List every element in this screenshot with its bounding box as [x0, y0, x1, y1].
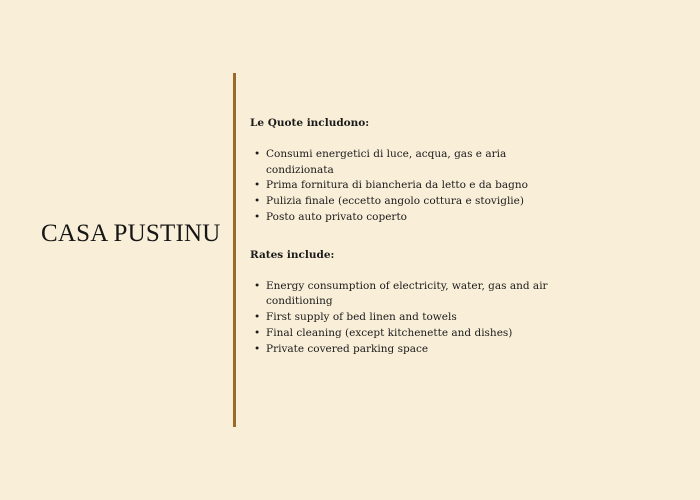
list-item	[250, 310, 570, 326]
bullet-icon: •	[254, 147, 261, 160]
bullet-icon: •	[254, 195, 261, 208]
page-title: CASA PUSTINU	[41, 220, 221, 247]
bullet-icon: •	[254, 326, 261, 339]
list-item	[250, 342, 570, 358]
vertical-divider	[233, 73, 236, 427]
list-item	[250, 279, 570, 311]
list-item-text: Posto auto privato coperto	[266, 210, 407, 223]
bullet-icon: •	[254, 342, 261, 355]
bullet-list	[250, 147, 570, 226]
list-item	[250, 178, 570, 194]
section-italian	[250, 116, 570, 226]
bullet-list	[250, 279, 570, 358]
list-item	[250, 326, 570, 342]
list-item-text: Pulizia finale (eccetto angolo cottura e stoviglie)	[266, 195, 524, 208]
list-item-text: Prima fornitura di biancheria da letto e da bagno	[266, 179, 528, 192]
list-item-text: Final cleaning (except kitchenette and dishes)	[266, 326, 513, 339]
section-english	[250, 248, 570, 358]
list-item-text: Consumi energetici di luce, acqua, gas e aria condizionata	[266, 147, 507, 176]
bullet-icon: •	[254, 279, 261, 292]
section-heading: Le Quote includono:	[250, 117, 370, 129]
list-item-text: Energy consumption of electricity, water, gas and air conditioning	[266, 279, 548, 308]
section-heading: Rates include:	[250, 248, 335, 261]
content-panel	[250, 116, 570, 358]
bullet-icon: •	[254, 311, 261, 324]
list-item-text: First supply of bed linen and towels	[266, 311, 457, 324]
bullet-icon: •	[254, 179, 261, 192]
list-item	[250, 194, 570, 210]
bullet-icon: •	[254, 210, 261, 223]
list-item	[250, 147, 570, 179]
list-item-text: Private covered parking space	[266, 342, 429, 355]
list-item	[250, 210, 570, 226]
